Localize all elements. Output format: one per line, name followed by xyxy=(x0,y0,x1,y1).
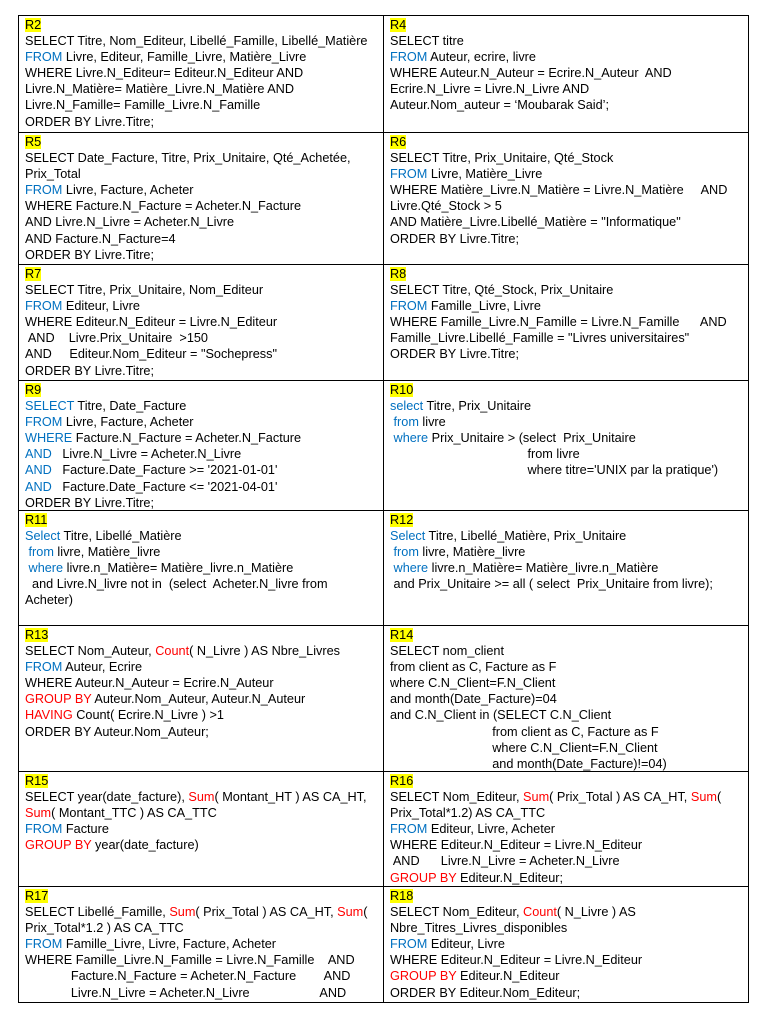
code-line xyxy=(25,247,381,263)
query-cell xyxy=(19,626,384,772)
code-line xyxy=(390,214,746,230)
query-label: R4 xyxy=(390,18,407,32)
code-text: Famille_Livre, Livre, Facture, Acheter xyxy=(62,937,277,952)
query-label: R13 xyxy=(25,628,49,642)
code-text: Famille_Livre, Livre xyxy=(427,299,541,314)
code-line xyxy=(390,398,746,414)
code-text: Editeur, Livre xyxy=(62,299,140,314)
code-text: Editeur, Livre xyxy=(427,937,505,952)
code-text: and Prix_Unitaire >= all ( select Prix_Unitaire from livre); xyxy=(390,577,713,592)
code-line xyxy=(390,182,746,198)
code-text: ORDER BY Editeur.Nom_Editeur; xyxy=(390,985,581,1000)
query-label-line xyxy=(25,134,381,150)
code-text: WHERE Editeur.N_Editeur = Livre.N_Editeur xyxy=(390,953,643,968)
code-line xyxy=(390,805,746,821)
code-text: Livre, Facture, Acheter xyxy=(62,415,194,430)
code-text: Editeur.N_Editeur xyxy=(456,969,560,984)
code-text: Facture.Date_Facture >= '2021-01-01' xyxy=(51,463,278,478)
code-text: SELECT nom_client xyxy=(390,644,505,659)
sql-keyword: select xyxy=(390,399,424,414)
sql-keyword: Select xyxy=(25,529,61,544)
code-line xyxy=(25,952,381,968)
code-line xyxy=(25,49,381,65)
code-text: Auteur.Nom_Auteur, Auteur.N_Auteur xyxy=(91,692,306,707)
query-cell xyxy=(384,265,749,381)
query-label-line xyxy=(25,627,381,643)
code-line xyxy=(390,837,746,853)
query-label-line xyxy=(390,888,746,904)
code-line xyxy=(390,904,746,920)
query-label-line xyxy=(390,134,746,150)
table-row xyxy=(19,133,749,265)
code-text: Titre, Prix_Unitaire xyxy=(423,399,532,414)
code-line xyxy=(390,643,746,659)
code-text: ORDER BY Livre.Titre; xyxy=(25,247,155,262)
code-text: ( xyxy=(716,790,722,805)
sql-keyword: Count xyxy=(523,905,557,920)
code-text: ORDER BY Auteur.Nom_Auteur; xyxy=(25,724,209,739)
sql-keyword: where xyxy=(393,431,429,446)
query-cell xyxy=(384,133,749,265)
code-line xyxy=(390,576,746,592)
code-text: AND Matière_Livre.Libellé_Matière = "Informatique" xyxy=(390,215,681,230)
sql-keyword: Sum xyxy=(188,790,215,805)
code-line xyxy=(25,643,381,659)
query-cell xyxy=(384,887,749,1003)
code-text: SELECT Nom_Editeur, xyxy=(390,790,524,805)
sql-keyword: FROM xyxy=(390,299,428,314)
code-text: Facture.N_Facture = Acheter.N_Facture xyxy=(72,431,302,446)
sql-keyword: HAVING xyxy=(25,708,73,723)
query-cell xyxy=(19,265,384,381)
code-line xyxy=(390,659,746,675)
code-line xyxy=(25,282,381,298)
sql-keyword: FROM xyxy=(25,183,63,198)
sql-keyword: from xyxy=(393,545,419,560)
sql-keyword: Sum xyxy=(169,905,196,920)
query-label: R16 xyxy=(390,774,414,788)
query-cell xyxy=(19,381,384,511)
sql-keyword: GROUP BY xyxy=(390,969,457,984)
code-line xyxy=(25,837,381,853)
code-line xyxy=(25,446,381,462)
query-label: R7 xyxy=(25,267,42,281)
code-line xyxy=(390,166,746,182)
code-text: SELECT Titre, Prix_Unitaire, Nom_Editeur xyxy=(25,283,264,298)
query-label: R14 xyxy=(390,628,414,642)
sql-keyword: Sum xyxy=(523,790,550,805)
code-text: Facture.Date_Facture <= '2021-04-01' xyxy=(51,479,278,494)
code-line xyxy=(25,659,381,675)
query-label-line xyxy=(25,512,381,528)
code-line xyxy=(390,430,746,446)
code-line xyxy=(25,985,381,1001)
code-line xyxy=(390,33,746,49)
query-cell xyxy=(19,133,384,265)
code-line xyxy=(25,182,381,198)
code-text: Livre, Facture, Acheter xyxy=(62,183,194,198)
code-text: SELECT Date_Facture, Titre, Prix_Unitaire, Qté_Achetée, xyxy=(25,151,351,166)
code-text: SELECT Titre, Qté_Stock, Prix_Unitaire xyxy=(390,283,614,298)
code-text: Livre.Qté_Stock > 5 xyxy=(390,199,502,214)
code-line xyxy=(25,33,381,49)
code-text: Auteur, Ecrire xyxy=(62,660,143,675)
table-row xyxy=(19,511,749,626)
code-line xyxy=(25,805,381,821)
code-text: ( N_Livre ) AS xyxy=(556,905,636,920)
sql-keyword: FROM xyxy=(390,167,428,182)
code-line xyxy=(25,314,381,330)
code-line xyxy=(25,821,381,837)
query-label-line xyxy=(390,17,746,33)
code-text: WHERE Famille_Livre.N_Famille = Livre.N_Famille AND xyxy=(390,315,727,330)
code-text: Prix_Total*1.2 ) AS CA_TTC xyxy=(25,921,184,936)
code-line xyxy=(390,920,746,936)
sql-keyword: FROM xyxy=(25,299,63,314)
code-line xyxy=(390,870,746,886)
code-line xyxy=(25,495,381,511)
code-line xyxy=(390,952,746,968)
code-line xyxy=(390,707,746,723)
code-text: Titre, Date_Facture xyxy=(74,399,187,414)
query-cell xyxy=(384,381,749,511)
code-text: Prix_Total*1.2) AS CA_TTC xyxy=(390,806,546,821)
code-text: and C.N_Client in (SELECT C.N_Client xyxy=(390,708,612,723)
code-text: ORDER BY Livre.Titre; xyxy=(25,495,155,510)
query-cell xyxy=(19,511,384,626)
code-text: WHERE Editeur.N_Editeur = Livre.N_Editeur xyxy=(25,315,278,330)
code-text: AND Facture.N_Facture=4 xyxy=(25,231,176,246)
query-label-line xyxy=(25,266,381,282)
sql-keyword: Sum xyxy=(690,790,717,805)
code-text: Livre.N_Livre = Acheter.N_Livre xyxy=(51,447,242,462)
code-line xyxy=(25,398,381,414)
sql-keyword: from xyxy=(28,545,54,560)
sql-keyword: FROM xyxy=(25,415,63,430)
code-line xyxy=(25,198,381,214)
code-text: Livre, Matière_Livre xyxy=(427,167,543,182)
table-row xyxy=(19,381,749,511)
sql-keyword: FROM xyxy=(25,660,63,675)
code-text: Nbre_Titres_Livres_disponibles xyxy=(390,921,568,936)
code-line xyxy=(390,446,746,462)
query-cell xyxy=(19,16,384,133)
sql-keyword: Sum xyxy=(25,806,52,821)
query-label: R2 xyxy=(25,18,42,32)
code-line xyxy=(390,740,746,756)
code-line xyxy=(390,298,746,314)
code-text: Livre.N_Famille= Famille_Livre.N_Famille xyxy=(25,98,261,113)
code-line xyxy=(25,592,381,608)
code-text: Prix_Unitaire > (select Prix_Unitaire xyxy=(428,431,636,446)
query-cell xyxy=(384,511,749,626)
code-text: Acheter) xyxy=(25,593,73,608)
query-label-line xyxy=(390,512,746,528)
code-text: Livre.N_Livre = Acheter.N_Livre AND xyxy=(25,985,347,1000)
code-text: livre.n_Matière= Matière_livre.n_Matière xyxy=(428,561,659,576)
code-line xyxy=(25,528,381,544)
code-text: ORDER BY Livre.Titre; xyxy=(25,114,155,129)
code-text: WHERE Auteur.N_Auteur = Ecrire.N_Auteur xyxy=(25,676,274,691)
code-text: where C.N_Client=F.N_Client xyxy=(390,676,556,691)
code-line xyxy=(25,430,381,446)
code-line xyxy=(25,346,381,362)
code-text: AND Livre.Prix_Unitaire >150 xyxy=(25,331,208,346)
sql-keyword: FROM xyxy=(25,822,63,837)
code-line xyxy=(390,756,746,772)
sql-keyword: GROUP BY xyxy=(390,870,457,885)
code-line xyxy=(25,298,381,314)
query-cell xyxy=(19,772,384,887)
code-line xyxy=(390,282,746,298)
query-table xyxy=(18,15,749,1003)
code-line xyxy=(390,968,746,984)
code-text: ORDER BY Livre.Titre; xyxy=(390,231,520,246)
sql-keyword: SELECT xyxy=(25,399,75,414)
code-text: WHERE Matière_Livre.N_Matière = Livre.N_Matière AND xyxy=(390,183,728,198)
code-text: Titre, Libellé_Matière, Prix_Unitaire xyxy=(425,529,627,544)
code-text: WHERE Editeur.N_Editeur = Livre.N_Editeur xyxy=(390,838,643,853)
code-line xyxy=(25,479,381,495)
code-line xyxy=(25,462,381,478)
sql-keyword: Count xyxy=(155,644,190,659)
code-text: livre xyxy=(418,415,446,430)
table-row xyxy=(19,626,749,772)
sql-keyword: FROM xyxy=(390,50,428,65)
code-line xyxy=(25,81,381,97)
sql-keyword: AND xyxy=(25,463,52,478)
code-text: ORDER BY Livre.Titre; xyxy=(390,347,520,362)
query-label: R11 xyxy=(25,513,48,527)
code-text: SELECT Titre, Nom_Editeur, Libellé_Famille, Libellé_Matière xyxy=(25,34,368,49)
query-label-line xyxy=(390,773,746,789)
code-line xyxy=(25,414,381,430)
code-text: SELECT Nom_Editeur, xyxy=(390,905,524,920)
code-text: from livre xyxy=(390,447,580,462)
code-line xyxy=(390,724,746,740)
code-line xyxy=(25,560,381,576)
code-line xyxy=(25,214,381,230)
query-label-line xyxy=(25,773,381,789)
sql-keyword: WHERE xyxy=(25,431,73,446)
table-row xyxy=(19,265,749,381)
code-text: year(date_facture) xyxy=(91,838,199,853)
code-line xyxy=(390,544,746,560)
code-line xyxy=(25,150,381,166)
query-cell xyxy=(19,887,384,1003)
query-label: R9 xyxy=(25,383,42,397)
code-text: and month(Date_Facture)!=04) xyxy=(390,756,667,771)
code-line xyxy=(25,691,381,707)
code-text: Livre, Editeur, Famille_Livre, Matière_Livre xyxy=(62,50,307,65)
query-label: R15 xyxy=(25,774,49,788)
code-line xyxy=(390,231,746,247)
code-text: SELECT Titre, Prix_Unitaire, Qté_Stock xyxy=(390,151,614,166)
code-text: WHERE Facture.N_Facture = Acheter.N_Facture xyxy=(25,199,302,214)
code-text: where C.N_Client=F.N_Client xyxy=(390,740,658,755)
code-line xyxy=(25,904,381,920)
code-line xyxy=(390,675,746,691)
code-line xyxy=(390,81,746,97)
code-line xyxy=(25,65,381,81)
query-label: R6 xyxy=(390,135,407,149)
sql-keyword: FROM xyxy=(390,822,428,837)
query-cell xyxy=(384,16,749,133)
code-line xyxy=(390,821,746,837)
query-label-line xyxy=(390,382,746,398)
table-row xyxy=(19,887,749,1003)
code-line xyxy=(390,462,746,478)
code-line xyxy=(390,314,746,330)
code-text: and Livre.N_livre not in (select Acheter.N_livre from xyxy=(25,577,328,592)
sql-keyword: FROM xyxy=(25,50,63,65)
code-line xyxy=(25,544,381,560)
code-text: SELECT Libellé_Famille, xyxy=(25,905,170,920)
code-line xyxy=(390,65,746,81)
sql-keyword: GROUP BY xyxy=(25,692,92,707)
code-text: Livre.N_Matière= Matière_Livre.N_Matière AND xyxy=(25,82,295,97)
code-line xyxy=(390,150,746,166)
code-line xyxy=(25,166,381,182)
sql-keyword: AND xyxy=(25,447,52,462)
sql-keyword: Sum xyxy=(337,905,364,920)
query-label: R5 xyxy=(25,135,42,149)
code-line xyxy=(25,330,381,346)
code-line xyxy=(390,414,746,430)
code-text: AND Livre.N_Livre = Acheter.N_Livre xyxy=(25,215,235,230)
sql-keyword: where xyxy=(28,561,64,576)
table-row xyxy=(19,16,749,133)
code-text: and month(Date_Facture)=04 xyxy=(390,692,557,707)
code-text: ( Prix_Total ) AS CA_HT, xyxy=(195,905,338,920)
code-text: ( Montant_HT ) AS CA_HT, xyxy=(214,790,367,805)
code-text: Ecrire.N_Livre = Livre.N_Livre AND xyxy=(390,82,590,97)
code-text: WHERE Livre.N_Editeur= Editeur.N_Editeur AND xyxy=(25,66,304,81)
code-text: Auteur, ecrire, livre xyxy=(427,50,536,65)
code-line xyxy=(390,330,746,346)
code-text: Editeur.N_Editeur; xyxy=(456,870,564,885)
code-text: Editeur, Livre, Acheter xyxy=(427,822,556,837)
sql-keyword: Select xyxy=(390,529,426,544)
code-text: Titre, Libellé_Matière xyxy=(60,529,182,544)
code-text: SELECT Nom_Auteur, xyxy=(25,644,156,659)
code-line xyxy=(390,528,746,544)
code-text: livre, Matière_livre xyxy=(53,545,161,560)
query-label: R10 xyxy=(390,383,414,397)
code-text: WHERE Famille_Livre.N_Famille = Livre.N_Famille AND xyxy=(25,953,355,968)
code-line xyxy=(390,560,746,576)
code-text: livre, Matière_livre xyxy=(418,545,526,560)
query-label: R12 xyxy=(390,513,414,527)
code-text: Famille_Livre.Libellé_Famille = "Livres universitaires" xyxy=(390,331,690,346)
sql-keyword: GROUP BY xyxy=(25,838,92,853)
code-text: ( Montant_TTC ) AS CA_TTC xyxy=(51,806,217,821)
code-text: Facture xyxy=(62,822,109,837)
code-line xyxy=(390,97,746,113)
sql-keyword: from xyxy=(393,415,419,430)
code-line xyxy=(25,675,381,691)
code-text: Prix_Total xyxy=(25,167,81,182)
code-line xyxy=(25,936,381,952)
query-label-line xyxy=(25,382,381,398)
code-line xyxy=(390,198,746,214)
sql-keyword: AND xyxy=(25,479,52,494)
code-line xyxy=(390,49,746,65)
code-text: ( Prix_Total ) AS CA_HT, xyxy=(549,790,691,805)
query-label: R17 xyxy=(25,889,49,903)
code-text: from client as C, Facture as F xyxy=(390,724,659,739)
code-text: AND Livre.N_Livre = Acheter.N_Livre xyxy=(390,854,620,869)
code-text: WHERE Auteur.N_Auteur = Ecrire.N_Auteur AND xyxy=(390,66,672,81)
query-label-line xyxy=(25,888,381,904)
code-line xyxy=(25,707,381,723)
code-text: AND Editeur.Nom_Editeur = "Sochepress" xyxy=(25,347,277,362)
query-cell xyxy=(384,626,749,772)
query-label-line xyxy=(390,627,746,643)
code-line xyxy=(25,97,381,113)
code-line xyxy=(25,789,381,805)
code-text: Facture.N_Facture = Acheter.N_Facture AND xyxy=(25,969,351,984)
code-line xyxy=(390,853,746,869)
code-text: livre.n_Matière= Matière_livre.n_Matière xyxy=(63,561,294,576)
query-label: R18 xyxy=(390,889,414,903)
sql-keyword: FROM xyxy=(390,937,428,952)
code-line xyxy=(390,691,746,707)
query-label-line xyxy=(25,17,381,33)
code-text: ( N_Livre ) AS Nbre_Livres xyxy=(189,644,340,659)
code-text: SELECT year(date_facture), xyxy=(25,790,189,805)
code-text: where titre='UNIX par la pratique') xyxy=(390,463,719,478)
sql-keyword: where xyxy=(393,561,429,576)
code-text: Count( Ecrire.N_Livre ) >1 xyxy=(72,708,224,723)
sql-keyword: FROM xyxy=(25,937,63,952)
code-line xyxy=(25,363,381,379)
code-line xyxy=(25,576,381,592)
code-line xyxy=(25,724,381,740)
code-line xyxy=(25,231,381,247)
code-line xyxy=(390,346,746,362)
code-text: ORDER BY Livre.Titre; xyxy=(25,363,155,378)
code-text: SELECT titre xyxy=(390,34,464,49)
code-line xyxy=(390,936,746,952)
code-text: ( xyxy=(363,905,368,920)
query-label-line xyxy=(390,266,746,282)
code-line xyxy=(25,920,381,936)
query-cell xyxy=(384,772,749,887)
query-label: R8 xyxy=(390,267,407,281)
code-text: Auteur.Nom_auteur = ‘Moubarak Said’; xyxy=(390,98,609,113)
code-line xyxy=(390,985,746,1001)
code-line xyxy=(25,114,381,130)
code-line xyxy=(390,789,746,805)
table-row xyxy=(19,772,749,887)
code-text: from client as C, Facture as F xyxy=(390,660,557,675)
code-line xyxy=(25,968,381,984)
